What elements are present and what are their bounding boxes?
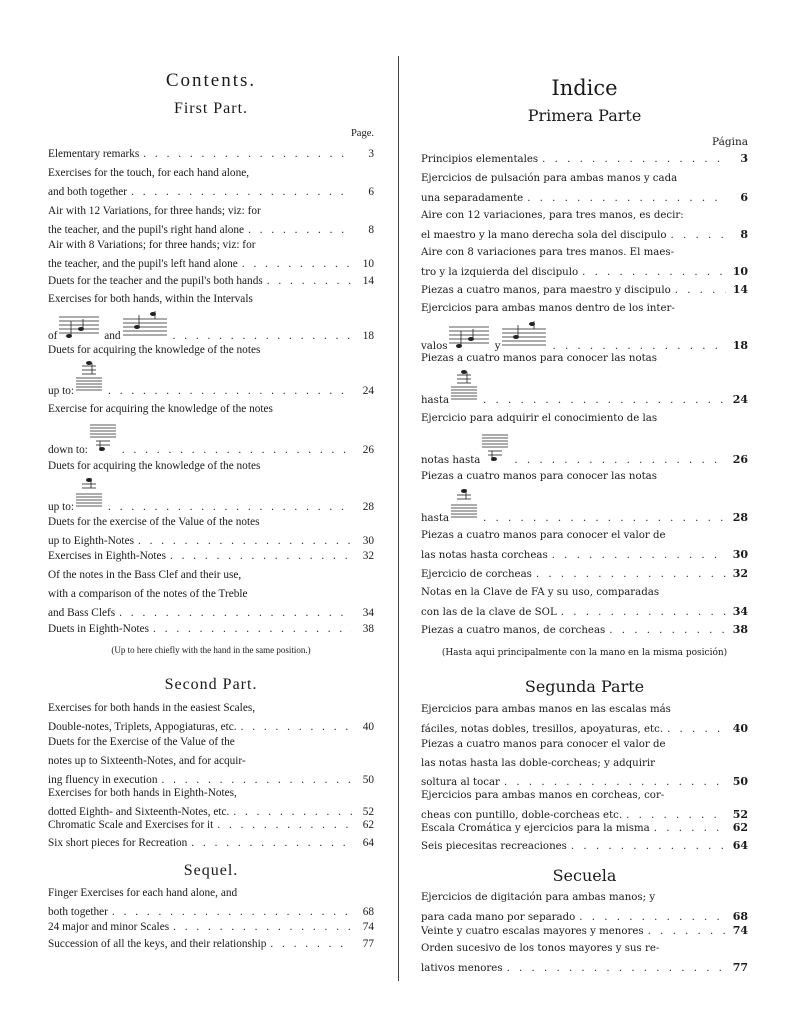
toc-entry: Piezas a cuatro manos para conocer el valor de las notas hasta las doble-corcheas; y adquirir soltura al tocar . . . 50 bbox=[421, 736, 748, 793]
ledger-staff-icon bbox=[449, 369, 479, 403]
interval-staff-icon bbox=[121, 309, 169, 339]
toc-entry: Piezas a cuatro manos para conocer las notas hasta . . . 24 bbox=[421, 350, 748, 416]
toc-entry: Piezas a cuatro manos, para maestro y discipulo . . . 14 bbox=[421, 281, 748, 301]
ledger-staff-icon bbox=[74, 360, 104, 394]
toc-entry: Duets for the exercise of the Value of the notes up to Eighth-Notes . . . 30 bbox=[48, 513, 374, 551]
toc-entry: Exercise for acquiring the knowledge of the notes down to: . . . 26 bbox=[48, 400, 374, 465]
toc-entry: Of the notes in the Bass Clef and their use, with a comparison of the notes of the Treble and Bass Clefs . . . 34 bbox=[48, 566, 374, 623]
sequel-title: Sequel. bbox=[183, 862, 239, 879]
first-part-title: First Part. bbox=[173, 100, 249, 117]
ledger-staff-icon bbox=[88, 419, 118, 453]
contents-title: Contents. bbox=[165, 70, 257, 91]
toc-entry: Ejercicios de pulsación para ambas manos y cada una separadamente . . . 6 bbox=[421, 170, 748, 208]
pagina-column-label: Página bbox=[712, 136, 748, 148]
toc-entry: Finger Exercises for each hand alone, and both together . . . 68 bbox=[48, 884, 374, 922]
toc-entry: Duets for the Exercise of the Value of the notes up to Sixteenth-Notes, and for acquir- ing fluency in execution . . . 50 bbox=[48, 733, 374, 790]
column-divider bbox=[398, 56, 399, 981]
toc-entry: Elementary remarks . . . 3 bbox=[48, 145, 374, 164]
toc-entry: Exercises for both hands in the easiest Scales, Double-notes, Triplets, Appogiaturas, etc. . . . 40 bbox=[48, 699, 374, 737]
ledger-staff-icon bbox=[449, 487, 479, 521]
toc-entry: Veinte y cuatro escalas mayores y menores . . . 74 bbox=[421, 922, 748, 942]
primera-parte-title: Primera Parte bbox=[527, 106, 642, 125]
toc-entry: Duets for acquiring the knowledge of the notes up to: . . . 24 bbox=[48, 341, 374, 406]
toc-entry: Escala Cromática y ejercicios para la misma . . . 62 bbox=[421, 819, 748, 839]
toc-entry: Ejercicio para adquirir el conocimiento de las notas hasta . . . 26 bbox=[421, 410, 748, 476]
toc-entry: Exercises for both hands, within the Intervals of and . . . 18 bbox=[48, 290, 374, 351]
toc-entry: Exercises for the touch, for each hand alone, and both together . . . 6 bbox=[48, 164, 374, 202]
toc-entry: Ejercicios para ambas manos en corcheas, cor- cheas con puntillo, doble-corcheas etc. . . . 52 bbox=[421, 787, 748, 825]
toc-entry: Piezas a cuatro manos, de corcheas . . . 38 bbox=[421, 621, 748, 641]
toc-entry: Notas en la Clave de FA y su uso, comparadas con las de la clave de SOL . . . 34 bbox=[421, 584, 748, 622]
toc-entry: Piezas a cuatro manos para conocer el valor de las notas hasta corcheas . . . 30 bbox=[421, 527, 748, 565]
toc-entry: Ejercicios de digitación para ambas manos; y para cada mano por separado . . . 68 bbox=[421, 889, 748, 927]
toc-entry: Air with 8 Variations; for three hands; viz: for the teacher, and the pupil's left hand alone . . . 10 bbox=[48, 236, 374, 274]
toc-entry: Duets in Eighth-Notes . . . 38 bbox=[48, 620, 374, 639]
toc-entry: Duets for acquiring the knowledge of the notes up to: . . . 28 bbox=[48, 457, 374, 522]
segunda-parte-title: Segunda Parte bbox=[524, 677, 645, 696]
first-part-note: (Up to here chiefly with the hand in the same position.) bbox=[111, 645, 311, 655]
secuela-title: Secuela bbox=[552, 866, 617, 885]
toc-entry: 24 major and minor Scales . . . 74 bbox=[48, 918, 374, 937]
toc-entry: Aire con 8 variaciones para tres manos. El maes- tro y la izquierda del discipulo . . . 10 bbox=[421, 244, 748, 282]
interval-staff-icon bbox=[447, 319, 491, 349]
page-column-label: Page. bbox=[350, 128, 374, 139]
toc-entry: Ejercicio de corcheas . . . 32 bbox=[421, 565, 748, 585]
toc-entry: Principios elementales . . . 3 bbox=[421, 150, 748, 170]
toc-entry: Ejercicios para ambas manos en las escalas más fáciles, notas dobles, tresillos, apoyaturas, etc. . . . 40 bbox=[421, 701, 748, 739]
primera-parte-note: (Hasta aqui principalmente con la mano en la misma posición) bbox=[441, 648, 728, 658]
toc-entry: Orden sucesivo de los tonos mayores y sus re- lativos menores . . . 77 bbox=[421, 940, 748, 978]
interval-staff-icon bbox=[500, 319, 548, 349]
toc-entry: Air with 12 Variations, for three hands; viz: for the teacher, and the pupil's right hand alone . . . 8 bbox=[48, 202, 374, 240]
toc-entry: Exercises in Eighth-Notes . . . 32 bbox=[48, 547, 374, 566]
ledger-staff-icon bbox=[74, 476, 104, 510]
toc-entry: Chromatic Scale and Exercises for it . . . 62 bbox=[48, 816, 374, 835]
toc-entry: Piezas a cuatro manos para conocer las notas hasta . . . 28 bbox=[421, 468, 748, 534]
toc-entry: Aire con 12 variaciones, para tres manos, es decir: el maestro y la mano derecha sola del discipulo . . . 8 bbox=[421, 207, 748, 245]
interval-staff-icon bbox=[57, 309, 101, 339]
ledger-staff-icon bbox=[480, 429, 510, 463]
toc-entry: Duets for the teacher and the pupil's both hands . . . 14 bbox=[48, 272, 374, 291]
toc-entry: Exercises for both hands in Eighth-Notes, dotted Eighth- and Sixteenth-Notes, etc. . . . 52 bbox=[48, 784, 374, 822]
toc-entry: Six short pieces for Recreation . . . 64 bbox=[48, 834, 374, 853]
toc-entry: Ejercicios para ambas manos dentro de los inter- valos y . . . 18 bbox=[421, 300, 748, 362]
second-part-title: Second Part. bbox=[164, 676, 258, 693]
toc-entry: Seis piecesitas recreaciones . . . 64 bbox=[421, 837, 748, 857]
indice-title: Indice bbox=[551, 76, 618, 100]
toc-entry: Succession of all the keys, and their relationship . . . 77 bbox=[48, 935, 374, 954]
